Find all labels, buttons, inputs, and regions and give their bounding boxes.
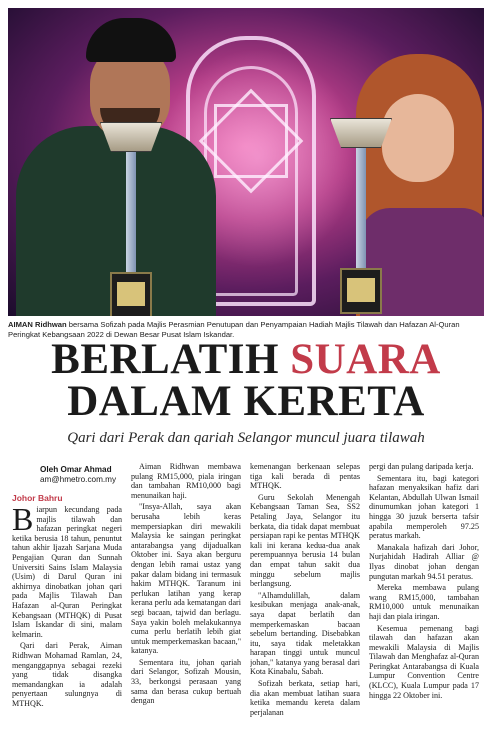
paragraph: Qari dari Perak, Aiman Ridhwan Mohamad Ramlan, 24, menganggapnya sebagai rezeki yang tidak disangka memandangkan ia adalah penyertaan sulungnya di MTHQK. [12,641,122,708]
paragraph: Sementara itu, johan qariah dari Selangor, Sofizah Mousin, 33, berkongsi perasaan yang sama dan berasa cukup bertuah dengan [131,657,241,706]
article-column-4 [369,462,479,737]
paragraph: Mereka membawa pulang wang RM15,000, tambahan RM10,000 untuk menunaikan haji dan piala iringan. [369,583,479,621]
paragraph: Guru Sekolah Menengah Kebangsaan Taman Sea, SS2 Petaling Jaya, Selangor itu berkata, dia tidak dapat membuat persiapan rapi ke pentas MTHQK kali ini kerana kedua-dua anak perempuannya berusia 14 bulan dan empat tahun sakit dua minggu sebelum majlis berlangsung. [250,492,360,589]
author-email[interactable]: am@hmetro.com.my [40,475,117,484]
woman-head [382,94,454,182]
caption-lead: AIMAN Ridhwan [8,320,67,329]
paragraph: Sofizah berkata, setiap hari, dia akan membuat latihan suara ketika memandu kereta dalam perjalanan [250,679,360,717]
trophy-left [100,122,162,316]
dateline: Johor Bahru [12,493,63,503]
stage-star-ornament-b [214,104,288,178]
headline-word-1: BERLATIH [51,336,291,383]
paragraph: Sementara itu, bagi kategori hafazan menyaksikan hafiz dari Kelantan, Abdullah Ulwan Ismail dinumumkan johan kategori 1 hingga 30 juzuk berserta tafsir apabila memperoleh 97.25 peratus markah. [369,473,479,541]
article-column-1 [12,505,122,737]
caption-text: bersama Sofizah pada Majlis Perasmian Penutupan dan Penyampaian Hadiah Majlis Tilawah dan Hafazan Al-Quran Peringkat Kebangsaan 2022 di Dewan Besar Pusat Islam Iskandar. [8,320,460,339]
headline [0,336,492,425]
paragraph: "Insya-Allah, saya akan berusaha lebih keras mempersiapkan diri mewakili Malaysia ke saingan peringkat antarabangsa yang dijadualkan Oktober ini. Saya akan berguru dengan lebih ramai ustaz yang pakar dalam bidang ini termasuk hakim MTHQK. Taranum ini perlukan latihan yang kerap kerana perlu ada kematangan dari segi bacaan, tajwid dan berlagu. Saya yakin boleh melakukannya cuma perlu berlatih lebih giat untuk memperkemaskan bacaan," katanya. [131,502,241,656]
article-column-2 [131,462,241,737]
article-photo [8,8,484,316]
man-songkok [86,18,176,62]
subheadline: Qari dari Perak dan qariah Selangor muncul juara tilawah [67,430,425,446]
trophy-right [330,118,392,316]
paragraph-text: iarpun kecundang pada majlis tilawah dan hafazan peringkat negeri ketika berusia 18 tahun, penuntut tahun akhir Ijazah Sarjana Muda Pengajian Quran dan Sunnah Universiti Sains Islam Malaysia (Usim) di Darul Quran ini akhirnya dinobatkan johan qari pada Majlis Tilawah Dan Hafazan al-Quran Peringkat Kebangsaan (MTHQK) di Pusat Islam Iskandar di sini, malam kelmarin. [12,505,122,639]
paragraph: "Alhamdulillah, dalam kesibukan menjaga anak-anak, saya dapat berlatih dan memperkemaskan bacaan sebelum bertanding. Disebabkan itu, saya tidak meletakkan harapan tinggi untuk muncul johan," katanya yang berasal dari Kota Kinabalu, Sabah. [250,590,360,677]
paragraph: kemenangan berkenaan selepas tiga kali berada di pentas MTHQK. [250,462,360,491]
headline-accent-word: SUARA [290,336,441,383]
article-column-3 [250,462,360,737]
paragraph: Manakala hafizah dari Johor, Nurjahidah Hadirah Alliar @ Ilyas dinobat johan dengan pungutan markah 94.51 peratus. [369,542,479,581]
paragraph: Aiman Ridhwan membawa pulang RM15,000, piala iringan dan tambahan RM10,000 bagi menunaikan haji. [131,462,241,500]
byline [40,465,140,485]
headline-line-1 [0,336,492,383]
author-name: Oleh Omar Ahmad [40,465,112,474]
paragraph [12,505,122,639]
paragraph: pergi dan pulang daripada kerja. [369,462,474,471]
drop-cap: B [12,505,34,537]
headline-line-2: DALAM KERETA [67,378,425,425]
paragraph: Kesemua pemenang bagi tilawah dan hafazan akan mewakili Malaysia di Majlis Tilawah dan Menghafaz al-Quran Peringkat Antarabangsa di Kuala Lumpur Convention Centre (KLCC), Kuala Lumpur pada 17 hingga 22 Oktober ini. [369,623,479,700]
